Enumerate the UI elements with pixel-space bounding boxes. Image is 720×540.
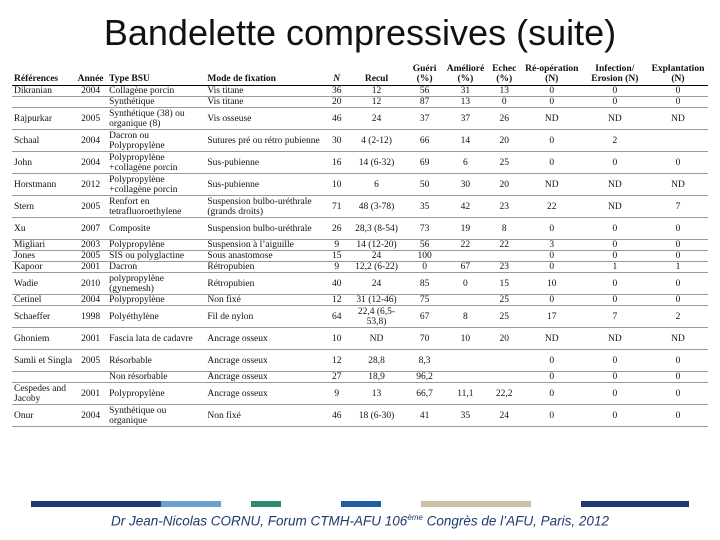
- cell-infection-erosion: 0: [582, 405, 648, 427]
- table-row: [12, 97, 708, 108]
- cell-mode-fixation: Ancrage osseux: [205, 372, 325, 383]
- cell-mode-fixation: Rétropubien: [205, 273, 325, 295]
- cell-reoperation: 0: [522, 372, 582, 383]
- strip-segment: [221, 501, 251, 507]
- cell-recul: 4 (2-12): [348, 130, 405, 152]
- cell-gueri: 56: [405, 240, 444, 251]
- header-references: Références: [12, 59, 74, 86]
- cell-reoperation: 0: [522, 350, 582, 372]
- cell-reoperation: 0: [522, 97, 582, 108]
- cell-ameliore: 14: [444, 130, 486, 152]
- cell-infection-erosion: 0: [582, 295, 648, 306]
- cell-recul: 13: [348, 383, 405, 405]
- cell-ameliore: 11,1: [444, 383, 486, 405]
- cell-explantation: 0: [648, 350, 708, 372]
- cell-explantation: 0: [648, 405, 708, 427]
- cell-explantation: 0: [648, 86, 708, 97]
- cell-type-bsu: Synthétique (38) ou organique (8): [107, 108, 205, 130]
- cell-reference: Schaeffer: [12, 306, 74, 328]
- table-row: [12, 306, 708, 328]
- cell-mode-fixation: Non fixé: [205, 405, 325, 427]
- cell-infection-erosion: 0: [582, 218, 648, 240]
- cell-ameliore: 31: [444, 86, 486, 97]
- cell-explantation: 0: [648, 383, 708, 405]
- cell-annee: 2005: [74, 108, 107, 130]
- strip-segment: [101, 501, 161, 507]
- cell-ameliore: 22: [444, 240, 486, 251]
- strip-segment: [281, 501, 341, 507]
- cell-recul: 24: [348, 108, 405, 130]
- cell-echec: [487, 350, 522, 372]
- cell-mode-fixation: Rétropubien: [205, 262, 325, 273]
- cell-recul: 24: [348, 251, 405, 262]
- strip-segment: [581, 501, 689, 507]
- cell-gueri: 50: [405, 174, 444, 196]
- cell-reference: Ghoniem: [12, 328, 74, 350]
- cell-gueri: 75: [405, 295, 444, 306]
- cell-n: 20: [325, 97, 348, 108]
- cell-mode-fixation: Suspension bulbo-uréthrale: [205, 218, 325, 240]
- cell-echec: 24: [487, 405, 522, 427]
- cell-annee: 2004: [74, 295, 107, 306]
- cell-explantation: 1: [648, 262, 708, 273]
- cell-gueri: 41: [405, 405, 444, 427]
- cell-gueri: 56: [405, 86, 444, 97]
- cell-annee: 2007: [74, 218, 107, 240]
- cell-type-bsu: Polypropylène +collagène porcin: [107, 152, 205, 174]
- strip-segment: [341, 501, 381, 507]
- cell-n: 26: [325, 218, 348, 240]
- cell-infection-erosion: 7: [582, 306, 648, 328]
- cell-n: 16: [325, 152, 348, 174]
- cell-explantation: 7: [648, 196, 708, 218]
- cell-gueri: 85: [405, 273, 444, 295]
- cell-recul: 12,2 (6-22): [348, 262, 405, 273]
- cell-n: 46: [325, 108, 348, 130]
- cell-ameliore: [444, 372, 486, 383]
- cell-type-bsu: Polypropylène +collagène porcin: [107, 174, 205, 196]
- cell-annee: 2003: [74, 240, 107, 251]
- cell-echec: 25: [487, 306, 522, 328]
- cell-infection-erosion: ND: [582, 108, 648, 130]
- cell-type-bsu: Polypropylène: [107, 295, 205, 306]
- cell-explantation: ND: [648, 328, 708, 350]
- cell-reference: Dikranian: [12, 86, 74, 97]
- cell-reference: [12, 372, 74, 383]
- cell-infection-erosion: 0: [582, 240, 648, 251]
- results-table: [12, 59, 708, 427]
- strip-segment: [421, 501, 531, 507]
- cell-annee: [74, 372, 107, 383]
- cell-echec: 20: [487, 174, 522, 196]
- cell-reference: Xu: [12, 218, 74, 240]
- cell-annee: 2005: [74, 251, 107, 262]
- cell-ameliore: 37: [444, 108, 486, 130]
- cell-reoperation: 3: [522, 240, 582, 251]
- cell-mode-fixation: Fil de nylon: [205, 306, 325, 328]
- cell-recul: 18 (6-30): [348, 405, 405, 427]
- table-row: [12, 130, 708, 152]
- cell-explantation: 0: [648, 240, 708, 251]
- cell-mode-fixation: Ancrage osseux: [205, 383, 325, 405]
- cell-annee: 2004: [74, 86, 107, 97]
- cell-annee: 2004: [74, 130, 107, 152]
- cell-reoperation: ND: [522, 108, 582, 130]
- cell-reoperation: 0: [522, 152, 582, 174]
- cell-echec: 22,2: [487, 383, 522, 405]
- cell-type-bsu: Composite: [107, 218, 205, 240]
- cell-type-bsu: SIS ou polyglactine: [107, 251, 205, 262]
- cell-n: 36: [325, 86, 348, 97]
- cell-ameliore: 6: [444, 152, 486, 174]
- cell-reference: Stern: [12, 196, 74, 218]
- cell-reoperation: 17: [522, 306, 582, 328]
- cell-explantation: ND: [648, 174, 708, 196]
- cell-n: 10: [325, 174, 348, 196]
- cell-recul: 14 (12-20): [348, 240, 405, 251]
- cell-echec: 23: [487, 262, 522, 273]
- cell-reoperation: ND: [522, 174, 582, 196]
- cell-n: 9: [325, 240, 348, 251]
- cell-reference: Samli et Singla: [12, 350, 74, 372]
- cell-mode-fixation: Sous anastomose: [205, 251, 325, 262]
- cell-echec: 26: [487, 108, 522, 130]
- cell-type-bsu: Synthétique ou organique: [107, 405, 205, 427]
- table-row: [12, 405, 708, 427]
- cell-explantation: 0: [648, 372, 708, 383]
- cell-gueri: 66: [405, 130, 444, 152]
- cell-type-bsu: Polypropylène: [107, 240, 205, 251]
- cell-ameliore: [444, 350, 486, 372]
- strip-segment: [31, 501, 101, 507]
- cell-n: 10: [325, 328, 348, 350]
- cell-annee: 2004: [74, 405, 107, 427]
- header-ameliore: Amélioré (%): [444, 59, 486, 86]
- cell-ameliore: 42: [444, 196, 486, 218]
- cell-annee: 2001: [74, 328, 107, 350]
- cell-reoperation: ND: [522, 328, 582, 350]
- cell-reoperation: 22: [522, 196, 582, 218]
- cell-annee: 2001: [74, 262, 107, 273]
- cell-recul: 28,3 (8-54): [348, 218, 405, 240]
- cell-explantation: [648, 130, 708, 152]
- cell-explantation: ND: [648, 108, 708, 130]
- cell-infection-erosion: 0: [582, 86, 648, 97]
- table-row: [12, 240, 708, 251]
- cell-annee: [74, 97, 107, 108]
- cell-gueri: 96,2: [405, 372, 444, 383]
- cell-mode-fixation: Non fixé: [205, 295, 325, 306]
- table-row: [12, 218, 708, 240]
- footer-credit: [0, 513, 720, 529]
- cell-echec: 25: [487, 152, 522, 174]
- cell-type-bsu: Polyéthylène: [107, 306, 205, 328]
- cell-annee: 2004: [74, 152, 107, 174]
- cell-n: 46: [325, 405, 348, 427]
- cell-n: 12: [325, 350, 348, 372]
- table-row: [12, 273, 708, 295]
- cell-reoperation: 10: [522, 273, 582, 295]
- cell-infection-erosion: 0: [582, 350, 648, 372]
- cell-explantation: 0: [648, 295, 708, 306]
- cell-ameliore: 8: [444, 306, 486, 328]
- cell-gueri: 70: [405, 328, 444, 350]
- cell-reoperation: 0: [522, 383, 582, 405]
- cell-mode-fixation: Vis titane: [205, 86, 325, 97]
- strip-segment: [161, 501, 221, 507]
- table-row: [12, 350, 708, 372]
- strip-segment: [381, 501, 421, 507]
- cell-ameliore: 13: [444, 97, 486, 108]
- cell-reference: Kapoor: [12, 262, 74, 273]
- cell-infection-erosion: 2: [582, 130, 648, 152]
- cell-annee: 1998: [74, 306, 107, 328]
- cell-mode-fixation: Sutures pré ou rétro pubienne: [205, 130, 325, 152]
- cell-type-bsu: Non résorbable: [107, 372, 205, 383]
- cell-n: 64: [325, 306, 348, 328]
- header-mode-fixation: Mode de fixation: [205, 59, 325, 86]
- cell-ameliore: 67: [444, 262, 486, 273]
- cell-annee: 2005: [74, 196, 107, 218]
- cell-ameliore: 19: [444, 218, 486, 240]
- cell-recul: 14 (6-32): [348, 152, 405, 174]
- cell-mode-fixation: Ancrage osseux: [205, 350, 325, 372]
- cell-echec: 8: [487, 218, 522, 240]
- cell-mode-fixation: Suspension à l’aiguille: [205, 240, 325, 251]
- cell-annee: 2012: [74, 174, 107, 196]
- table-row: [12, 86, 708, 97]
- cell-mode-fixation: Vis osseuse: [205, 108, 325, 130]
- cell-infection-erosion: 0: [582, 372, 648, 383]
- cell-gueri: 35: [405, 196, 444, 218]
- header-gueri: Guéri (%): [405, 59, 444, 86]
- table-row: [12, 108, 708, 130]
- cell-echec: [487, 372, 522, 383]
- cell-echec: 0: [487, 97, 522, 108]
- cell-gueri: 100: [405, 251, 444, 262]
- header-recul: Recul: [348, 59, 405, 86]
- cell-infection-erosion: ND: [582, 196, 648, 218]
- cell-gueri: 69: [405, 152, 444, 174]
- cell-reoperation: 0: [522, 86, 582, 97]
- cell-mode-fixation: Vis titane: [205, 97, 325, 108]
- header-type-bsu: Type BSU: [107, 59, 205, 86]
- cell-infection-erosion: 0: [582, 383, 648, 405]
- cell-explantation: 0: [648, 251, 708, 262]
- cell-ameliore: 30: [444, 174, 486, 196]
- cell-n: 40: [325, 273, 348, 295]
- cell-annee: 2010: [74, 273, 107, 295]
- footer-text-before: Dr Jean-Nicolas CORNU, Forum CTMH-AFU 106: [111, 513, 408, 529]
- cell-reference: Wadie: [12, 273, 74, 295]
- cell-explantation: 0: [648, 273, 708, 295]
- cell-type-bsu: Résorbable: [107, 350, 205, 372]
- cell-annee: 2005: [74, 350, 107, 372]
- cell-mode-fixation: Sus-pubienne: [205, 152, 325, 174]
- cell-n: 15: [325, 251, 348, 262]
- strip-segment: [251, 501, 281, 507]
- cell-ameliore: [444, 295, 486, 306]
- header-infection-erosion: Infection/ Erosion (N): [582, 59, 648, 86]
- table-row: [12, 196, 708, 218]
- footer-text-after: Congrès de l’AFU, Paris, 2012: [422, 513, 609, 529]
- table-header-row: [12, 59, 708, 86]
- cell-recul: 24: [348, 273, 405, 295]
- cell-reference: Horstmann: [12, 174, 74, 196]
- cell-infection-erosion: 0: [582, 152, 648, 174]
- table-row: [12, 383, 708, 405]
- slide-title: Bandelette compressives (suite): [103, 12, 617, 53]
- cell-type-bsu: Synthétique: [107, 97, 205, 108]
- cell-infection-erosion: 0: [582, 251, 648, 262]
- cell-infection-erosion: 0: [582, 97, 648, 108]
- cell-gueri: 66,7: [405, 383, 444, 405]
- cell-reference: [12, 97, 74, 108]
- cell-gueri: 0: [405, 262, 444, 273]
- cell-echec: 22: [487, 240, 522, 251]
- cell-recul: 6: [348, 174, 405, 196]
- cell-n: 30: [325, 130, 348, 152]
- cell-mode-fixation: Sus-pubienne: [205, 174, 325, 196]
- cell-n: 12: [325, 295, 348, 306]
- cell-reoperation: 0: [522, 218, 582, 240]
- cell-recul: 31 (12-46): [348, 295, 405, 306]
- cell-annee: 2001: [74, 383, 107, 405]
- header-reoperation: Ré-opération (N): [522, 59, 582, 86]
- cell-reoperation: 0: [522, 251, 582, 262]
- cell-recul: 12: [348, 86, 405, 97]
- header-annee: Année: [74, 59, 107, 86]
- cell-type-bsu: Collagène porcin: [107, 86, 205, 97]
- cell-gueri: 8,3: [405, 350, 444, 372]
- cell-type-bsu: Polypropylène: [107, 383, 205, 405]
- cell-recul: 28,8: [348, 350, 405, 372]
- cell-ameliore: 10: [444, 328, 486, 350]
- header-echec: Echec (%): [487, 59, 522, 86]
- cell-reference: Onur: [12, 405, 74, 427]
- cell-recul: 18,9: [348, 372, 405, 383]
- cell-mode-fixation: Suspension bulbo-uréthrale (grands droits): [205, 196, 325, 218]
- table-row: [12, 262, 708, 273]
- cell-echec: 20: [487, 328, 522, 350]
- cell-reoperation: 0: [522, 130, 582, 152]
- cell-n: 9: [325, 262, 348, 273]
- cell-explantation: 0: [648, 218, 708, 240]
- cell-echec: 20: [487, 130, 522, 152]
- cell-type-bsu: Dacron ou Polypropylène: [107, 130, 205, 152]
- table-row: [12, 328, 708, 350]
- cell-reference: Schaal: [12, 130, 74, 152]
- cell-echec: 25: [487, 295, 522, 306]
- header-explantation: Explantation (N): [648, 59, 708, 86]
- cell-echec: 13: [487, 86, 522, 97]
- cell-explantation: 0: [648, 97, 708, 108]
- cell-explantation: 0: [648, 152, 708, 174]
- strip-segment: [531, 501, 581, 507]
- cell-gueri: 67: [405, 306, 444, 328]
- cell-reference: Migliari: [12, 240, 74, 251]
- cell-echec: [487, 251, 522, 262]
- cell-reference: Cespedes and Jacoby: [12, 383, 74, 405]
- cell-reference: Cetinel: [12, 295, 74, 306]
- cell-ameliore: 35: [444, 405, 486, 427]
- cell-n: 71: [325, 196, 348, 218]
- cell-ameliore: [444, 251, 486, 262]
- cell-ameliore: 0: [444, 273, 486, 295]
- cell-recul: 12: [348, 97, 405, 108]
- footer-color-strip: [31, 501, 689, 507]
- cell-n: 9: [325, 383, 348, 405]
- cell-gueri: 37: [405, 108, 444, 130]
- cell-reoperation: 0: [522, 405, 582, 427]
- cell-type-bsu: Dacron: [107, 262, 205, 273]
- cell-infection-erosion: ND: [582, 174, 648, 196]
- cell-echec: 15: [487, 273, 522, 295]
- cell-explantation: 2: [648, 306, 708, 328]
- cell-type-bsu: Renfort en tetrafluoroethylene: [107, 196, 205, 218]
- cell-type-bsu: Fascia lata de cadavre: [107, 328, 205, 350]
- cell-reference: John: [12, 152, 74, 174]
- header-n: N: [325, 59, 348, 86]
- table-row: [12, 174, 708, 196]
- cell-reoperation: 0: [522, 295, 582, 306]
- cell-recul: 48 (3-78): [348, 196, 405, 218]
- cell-infection-erosion: 0: [582, 273, 648, 295]
- table-row: [12, 251, 708, 262]
- cell-type-bsu: polypropylène (gynemesh): [107, 273, 205, 295]
- table-row: [12, 152, 708, 174]
- cell-recul: 22,4 (6,5-53,8): [348, 306, 405, 328]
- table-row: [12, 295, 708, 306]
- cell-reference: Jones: [12, 251, 74, 262]
- cell-mode-fixation: Ancrage osseux: [205, 328, 325, 350]
- cell-gueri: 87: [405, 97, 444, 108]
- cell-reference: Rajpurkar: [12, 108, 74, 130]
- footer-superscript: ème: [407, 513, 423, 522]
- cell-gueri: 73: [405, 218, 444, 240]
- cell-echec: 23: [487, 196, 522, 218]
- cell-infection-erosion: 1: [582, 262, 648, 273]
- cell-reoperation: 0: [522, 262, 582, 273]
- cell-infection-erosion: ND: [582, 328, 648, 350]
- table-row: [12, 372, 708, 383]
- cell-recul: ND: [348, 328, 405, 350]
- cell-n: 27: [325, 372, 348, 383]
